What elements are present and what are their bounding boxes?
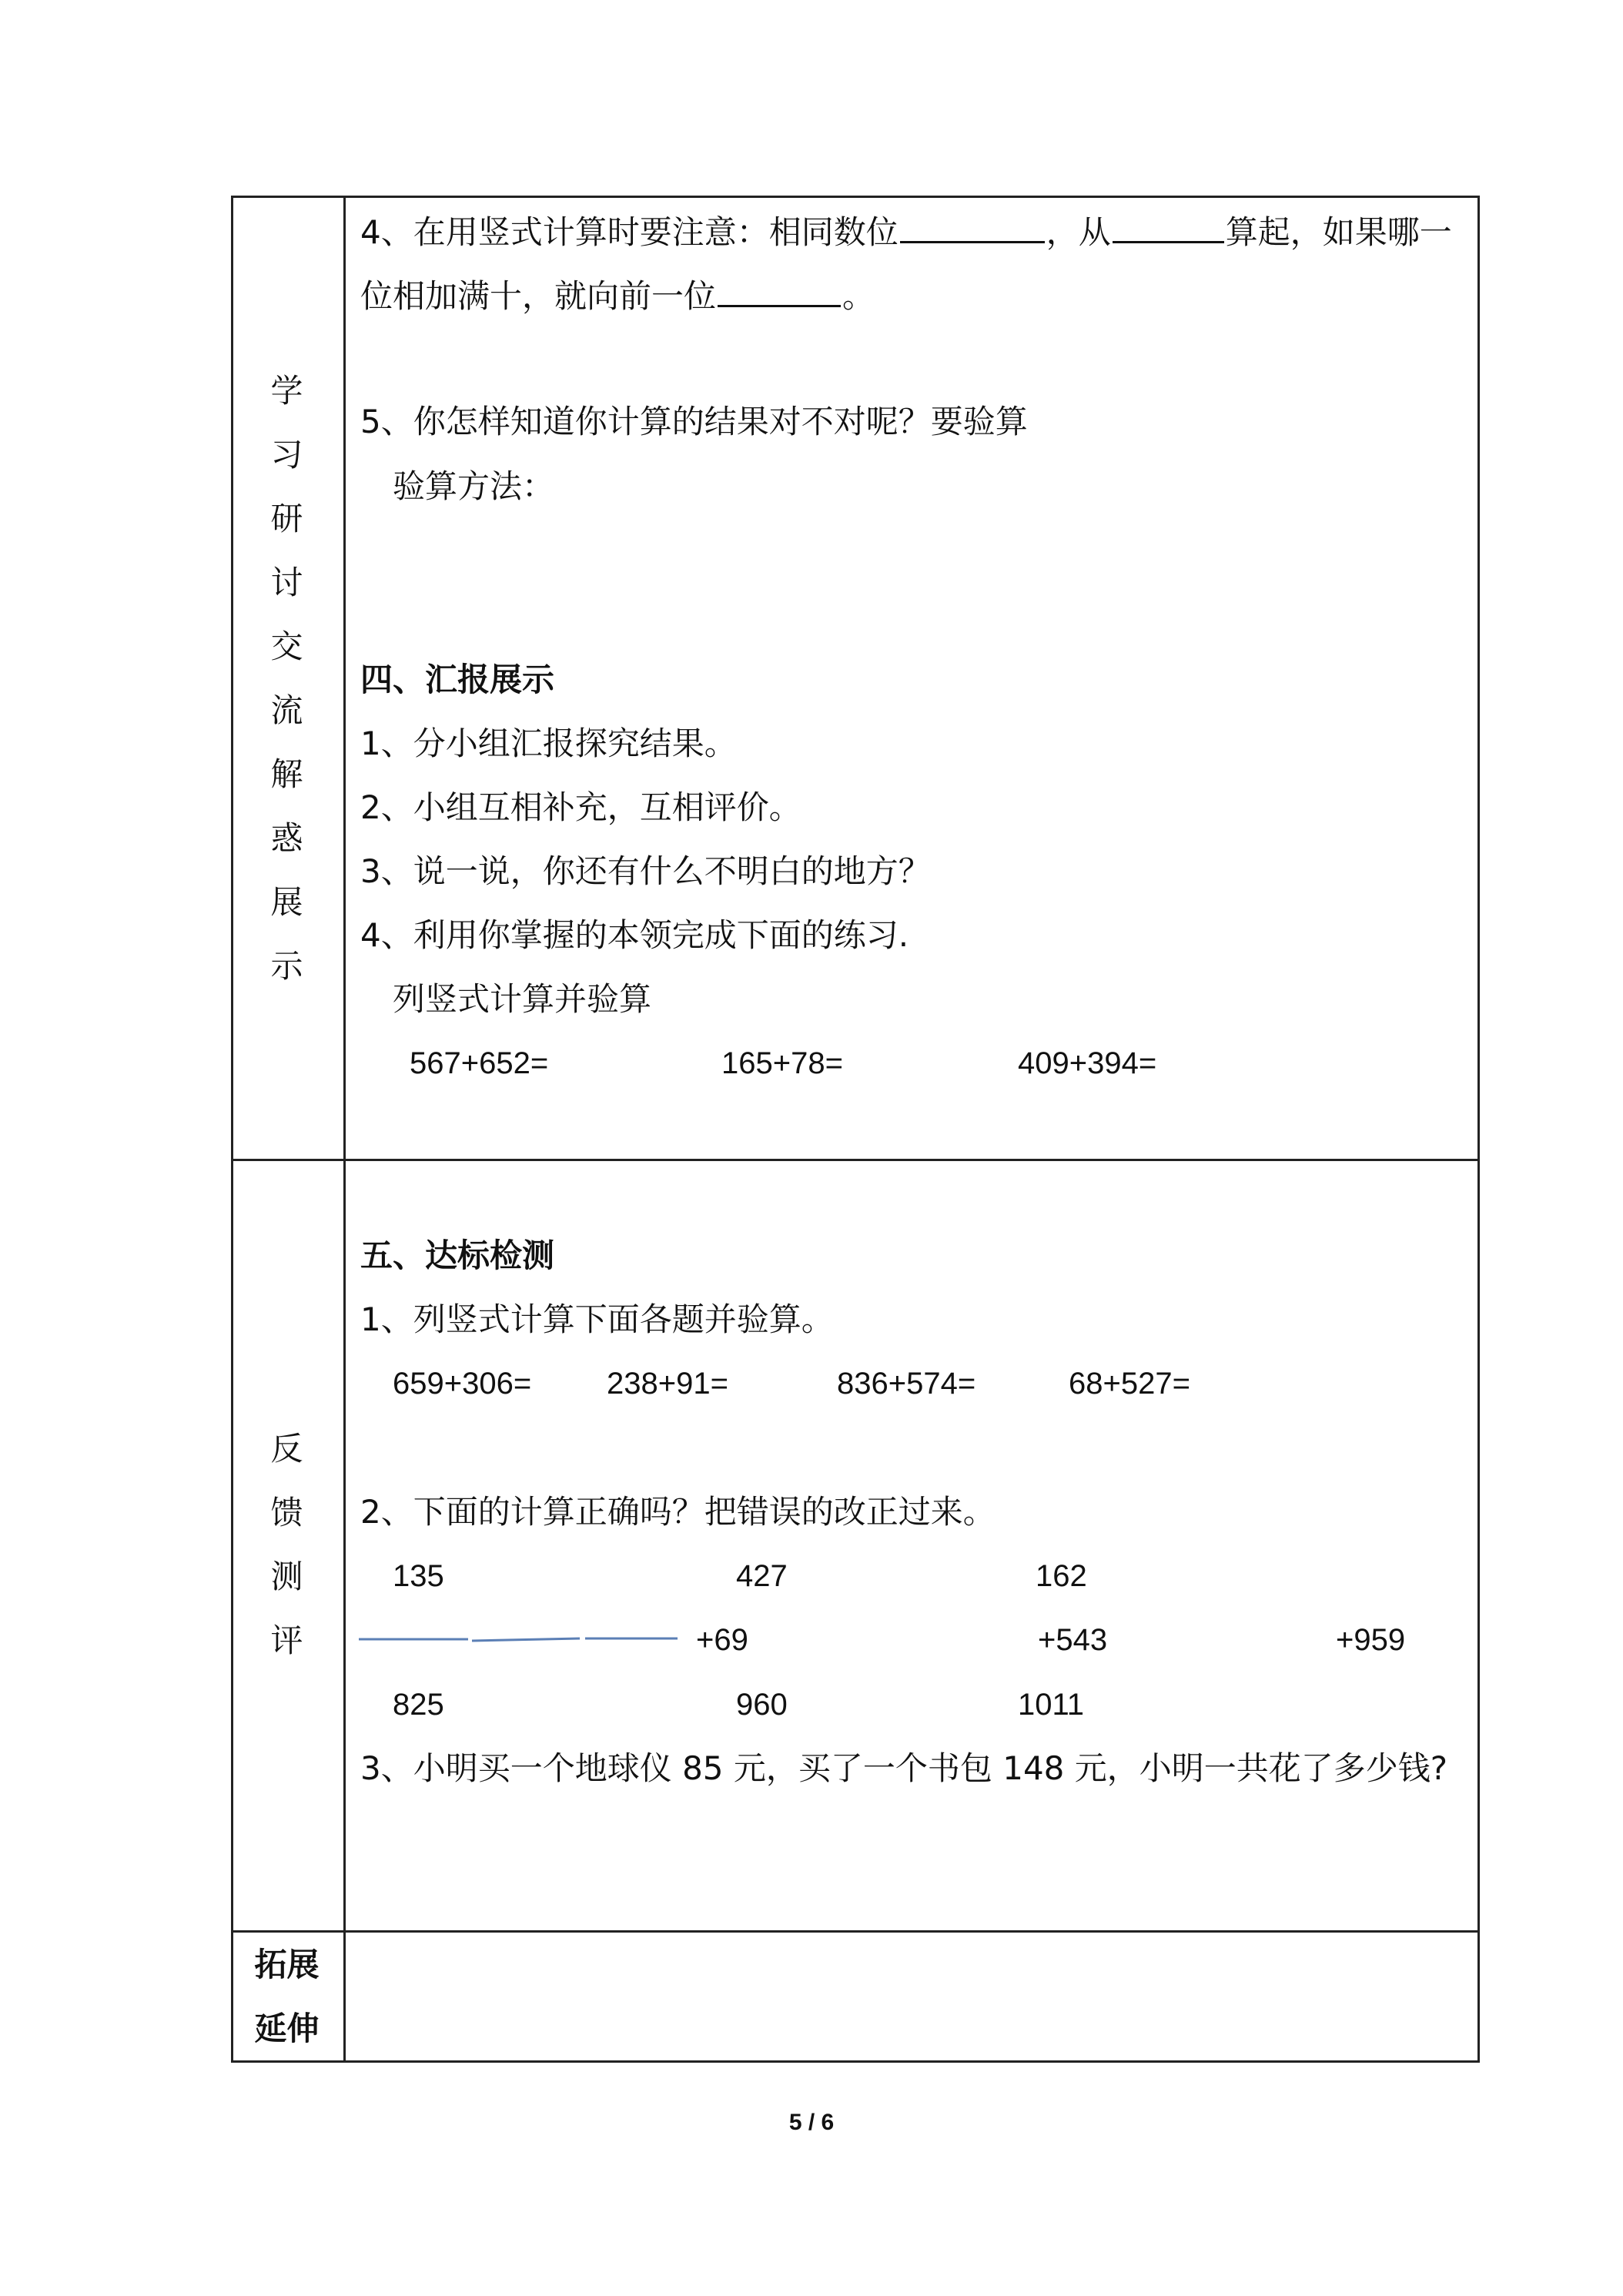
table-border-right	[1477, 196, 1480, 2063]
side-char: 学	[270, 372, 303, 410]
exercise-item: 68+527=	[1069, 1367, 1190, 1401]
practice-item: 567+652=	[410, 1046, 549, 1080]
list-item: 2、小组互相补充，互相评价。	[360, 788, 801, 826]
result-number: 1011	[1018, 1688, 1085, 1722]
side-char: 研	[270, 500, 303, 537]
side-label-feedback	[231, 1417, 343, 1672]
fill-blank[interactable]	[718, 276, 841, 307]
addend: +69	[696, 1623, 748, 1657]
table-border-bottom	[231, 2060, 1480, 2063]
side-label-extend-line1: 拓展	[254, 1946, 320, 1983]
side-char: 示	[270, 947, 303, 985]
result-number: 960	[736, 1688, 788, 1722]
table-border-row2-bottom	[231, 1930, 1480, 1933]
top-number: 427	[736, 1559, 788, 1593]
question-5: 5、你怎样知道你计算的结果对不对呢？要验算	[360, 403, 1028, 440]
side-char: 评	[270, 1622, 303, 1659]
exercise-item: 836+574=	[837, 1367, 976, 1401]
list-item: 4、利用你掌握的本领完成下面的练习.	[360, 916, 909, 954]
q4-text-a: 4、在用竖式计算时要注意：相同数位	[360, 213, 899, 251]
side-char: 展	[270, 883, 303, 921]
practice-item: 409+394=	[1018, 1046, 1157, 1080]
side-char: 馈	[270, 1494, 303, 1531]
top-number: 135	[393, 1559, 444, 1593]
q4-text-b: ，从	[1046, 213, 1111, 251]
table-column-divider	[343, 196, 346, 2063]
side-char: 交	[270, 628, 303, 665]
side-label-extend-line2: 延伸	[254, 2010, 320, 2047]
top-number: 162	[1036, 1559, 1087, 1593]
side-char: 讨	[270, 564, 303, 601]
addend: +959	[1336, 1623, 1406, 1657]
q4-text-end: 。	[842, 277, 875, 315]
underline-stroke	[472, 1638, 580, 1641]
practice-item: 165+78=	[721, 1046, 843, 1080]
practice-title: 列竖式计算并验算	[393, 980, 652, 1018]
question-1: 1、列竖式计算下面各题并验算。	[360, 1300, 834, 1338]
addend: +543	[1038, 1623, 1108, 1657]
question-2: 2、下面的计算正确吗？把错误的改正过来。	[360, 1493, 996, 1531]
exercise-item: 238+91=	[607, 1367, 728, 1401]
side-char: 习	[270, 436, 303, 474]
side-label-study	[231, 359, 343, 998]
result-number: 825	[393, 1688, 444, 1722]
side-char: 测	[270, 1558, 303, 1595]
section-4-title: 四、汇报展示	[360, 661, 555, 698]
verify-method-label: 验算方法：	[393, 467, 555, 505]
section-5-title: 五、达标检测	[360, 1237, 555, 1274]
fill-blank[interactable]	[1113, 212, 1224, 243]
underline-strokes	[354, 1632, 685, 1648]
exercise-item: 659+306=	[393, 1367, 532, 1401]
question-4-line1	[360, 212, 1452, 252]
q4-text-c: 算起，如果哪一	[1225, 213, 1452, 251]
table-border-top	[231, 196, 1480, 198]
question-3: 3、小明买一个地球仪 85 元，买了一个书包 148 元，小明一共花了多少钱?	[360, 1749, 1448, 1787]
fill-blank[interactable]	[900, 212, 1045, 243]
side-char: 惑	[270, 819, 303, 857]
q4-text-d: 位相加满十，就向前一位	[360, 277, 717, 315]
table-border-row1-bottom	[231, 1159, 1480, 1161]
page-number: 5 / 6	[788, 2110, 835, 2135]
list-item: 3、说一说，你还有什么不明白的地方？	[360, 852, 931, 890]
question-4-line2	[360, 276, 875, 316]
side-char: 解	[270, 755, 303, 793]
list-item: 1、分小组汇报探究结果。	[360, 725, 737, 762]
side-char: 反	[270, 1430, 303, 1468]
side-char: 流	[270, 691, 303, 729]
